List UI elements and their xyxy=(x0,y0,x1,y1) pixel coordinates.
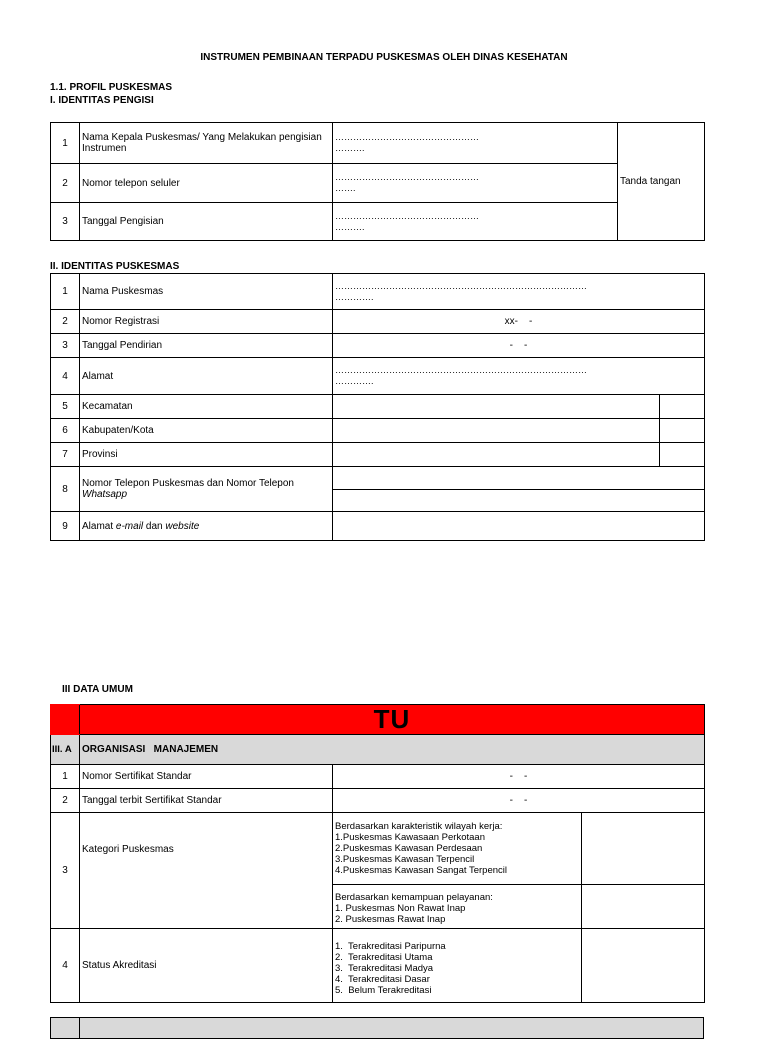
row-number: 2 xyxy=(51,310,80,334)
row-number: 9 xyxy=(51,512,80,541)
organisasi-manajemen-table xyxy=(50,704,705,1003)
field-label: Alamat xyxy=(80,358,333,395)
email-website-input[interactable] xyxy=(333,512,705,541)
field-label: Nama Kepala Puskesmas/ Yang Melakukan pengisian Instrumen xyxy=(80,123,333,164)
row-number: 8 xyxy=(51,467,80,512)
status-akreditasi-input[interactable] xyxy=(582,929,705,1003)
identitas-pengisi-table xyxy=(50,122,705,241)
row-number: 1 xyxy=(51,765,80,789)
table-row xyxy=(51,813,705,885)
row-number: 4 xyxy=(51,929,80,1003)
signature-label: Tanda tangan xyxy=(618,123,705,241)
table-row xyxy=(51,395,705,419)
section-profil-puskesmas: 1.1. PROFIL PUSKESMAS xyxy=(50,82,173,93)
kategori-pelayanan-options: Berdasarkan kemampuan pelayanan: 1. Puskesmas Non Rawat Inap 2. Puskesmas Rawat Inap xyxy=(333,885,582,929)
section-identitas-puskesmas: II. IDENTITAS PUSKESMAS xyxy=(50,261,180,272)
field-label: Nama Puskesmas xyxy=(80,274,333,310)
row-number: 5 xyxy=(51,395,80,419)
row-number: 3 xyxy=(51,813,80,929)
tanggal-sertifikat-input[interactable]: - - xyxy=(333,789,705,813)
nomor-registrasi-input[interactable]: xx- - xyxy=(333,310,705,334)
table-row xyxy=(51,443,705,467)
next-section-header xyxy=(50,1017,704,1039)
section-header-row xyxy=(51,735,705,765)
provinsi-code-input[interactable] xyxy=(660,443,705,467)
telepon-puskesmas-input[interactable] xyxy=(333,467,704,489)
table-row xyxy=(51,123,705,164)
section-title: ORGANISASI MANAJEMEN xyxy=(80,735,705,765)
table-row xyxy=(51,358,705,395)
field-label: Kabupaten/Kota xyxy=(80,419,333,443)
field-label: Tanggal Pendirian xyxy=(80,334,333,358)
table-row xyxy=(51,419,705,443)
row-number: 1 xyxy=(51,274,80,310)
tu-banner-label: TU xyxy=(80,705,705,735)
kategori-pelayanan-input[interactable] xyxy=(582,885,705,929)
table-row xyxy=(51,310,705,334)
tanggal-pengisian-input[interactable]: ………………………………………… ………. xyxy=(333,203,618,241)
status-akreditasi-options: 1. Terakreditasi Paripurna 2. Terakreditasi Utama 3. Terakreditasi Madya 4. Terakreditasi Dasar 5. Belum Terakreditasi xyxy=(333,929,582,1003)
kategori-wilayah-options: Berdasarkan karakteristik wilayah kerja: 1.Puskesmas Kawasaan Perkotaan 2.Puskesmas Kawasan Perdesaan 3.Puskesmas Kawasan Terpencil 4.Puskesmas Kawasan Sangat Terpencil xyxy=(333,813,582,885)
nomor-sertifikat-input[interactable]: - - xyxy=(333,765,705,789)
section-code: III. A xyxy=(51,735,80,765)
table-row xyxy=(51,203,705,241)
alamat-input[interactable]: ………………………………………………………………………… …………. xyxy=(333,358,705,395)
field-label: Status Akreditasi xyxy=(80,929,333,1003)
kecamatan-input[interactable] xyxy=(333,395,660,419)
row-number: 3 xyxy=(51,334,80,358)
tanggal-pendirian-input[interactable]: - - xyxy=(333,334,705,358)
field-label: Nomor Sertifikat Standar xyxy=(80,765,333,789)
field-label: Kecamatan xyxy=(80,395,333,419)
table-row xyxy=(51,789,705,813)
identitas-puskesmas-table xyxy=(50,273,705,541)
table-row xyxy=(51,765,705,789)
nama-kepala-input[interactable]: ………………………………………… ………. xyxy=(333,123,618,164)
table-row xyxy=(51,274,705,310)
telepon-whatsapp-input[interactable] xyxy=(333,489,704,511)
row-number: 2 xyxy=(51,789,80,813)
provinsi-input[interactable] xyxy=(333,443,660,467)
kecamatan-code-input[interactable] xyxy=(660,395,705,419)
field-label: Kategori Puskesmas xyxy=(80,813,333,929)
table-row xyxy=(51,512,705,541)
field-label: Alamat e-mail dan website xyxy=(80,512,333,541)
field-label: Nomor Registrasi xyxy=(80,310,333,334)
document-title: INSTRUMEN PEMBINAAN TERPADU PUSKESMAS OLEH DINAS KESEHATAN xyxy=(200,52,568,63)
field-label: Provinsi xyxy=(80,443,333,467)
section-identitas-pengisi: I. IDENTITAS PENGISI xyxy=(50,95,154,106)
row-number: 4 xyxy=(51,358,80,395)
field-label: Tanggal Pengisian xyxy=(80,203,333,241)
row-number: 2 xyxy=(51,164,80,203)
row-number: 7 xyxy=(51,443,80,467)
telepon-seluler-input[interactable]: ………………………………………… ……. xyxy=(333,164,618,203)
row-number: 1 xyxy=(51,123,80,164)
field-label: Nomor Telepon Puskesmas dan Nomor Telepon Whatsapp xyxy=(80,467,333,512)
nama-puskesmas-input[interactable]: ………………………………………………………………………… …………. xyxy=(333,274,705,310)
table-row xyxy=(51,929,705,1003)
kategori-wilayah-input[interactable] xyxy=(582,813,705,885)
table-row xyxy=(51,164,705,203)
kabupaten-kota-code-input[interactable] xyxy=(660,419,705,443)
tu-banner xyxy=(51,705,705,735)
table-row xyxy=(51,334,705,358)
row-number: 3 xyxy=(51,203,80,241)
section-data-umum: III DATA UMUM xyxy=(62,684,133,695)
table-row xyxy=(51,467,705,512)
kabupaten-kota-input[interactable] xyxy=(333,419,660,443)
field-label: Nomor telepon seluler xyxy=(80,164,333,203)
row-number: 6 xyxy=(51,419,80,443)
field-label: Tanggal terbit Sertifikat Standar xyxy=(80,789,333,813)
